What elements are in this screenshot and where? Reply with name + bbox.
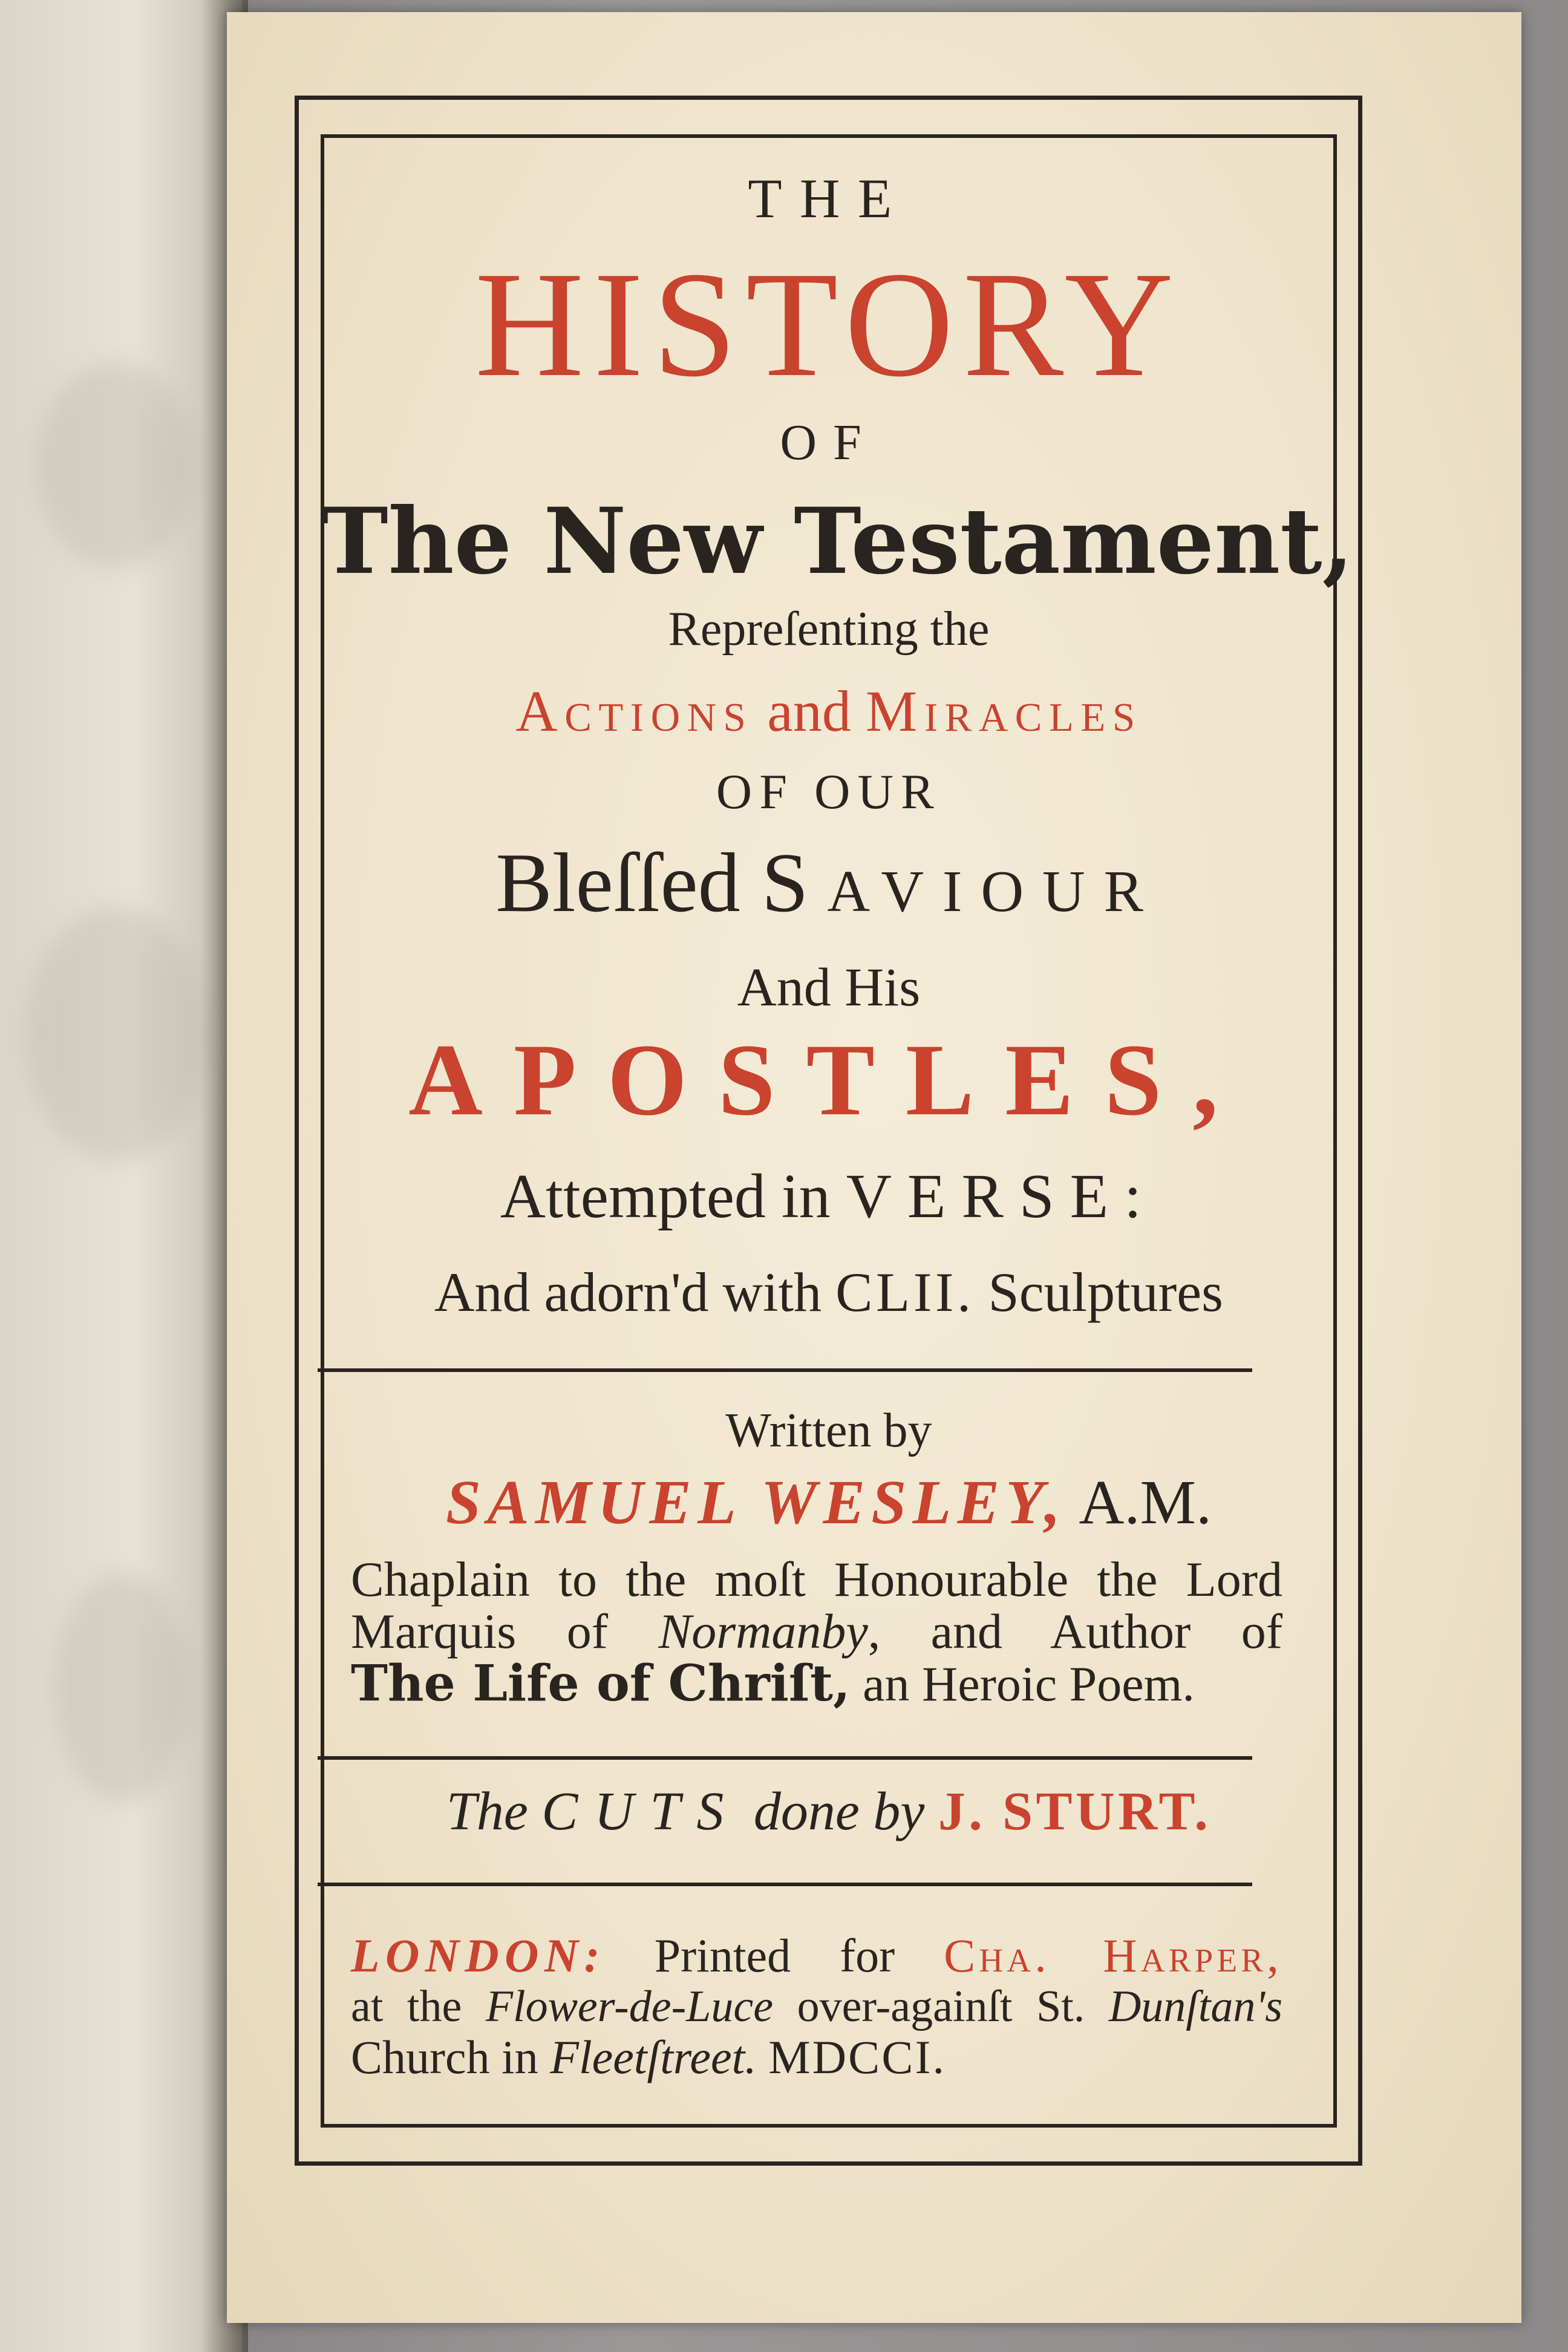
title-new-testament: The New Testament, [321, 488, 1354, 595]
leaf-stain [24, 907, 206, 1161]
written-by-line: Written by [725, 1404, 932, 1457]
imprint-line-3 [351, 2031, 1282, 2083]
divider-rule [318, 1756, 1252, 1760]
imprint-flower-de-luce: Flower-de-Luce [485, 1982, 774, 2031]
title-history: HISTORY [474, 241, 1183, 408]
cuts-the: The [446, 1782, 528, 1841]
clii-numeral: CLII. [835, 1261, 975, 1323]
attempted-text: Attempted in [500, 1161, 831, 1231]
divider-rule [318, 1368, 1252, 1372]
imprint-year: MDCCI. [768, 2031, 947, 2083]
of-our-line: OF OUR [716, 764, 942, 819]
heroic-poem-text: an Heroic Poem. [863, 1656, 1195, 1711]
representing-line: Repreſenting the [668, 603, 990, 656]
adorned-text: And adorn'd with [434, 1261, 822, 1323]
attempted-line [321, 1161, 1337, 1231]
cuts-done-by: done by [753, 1782, 925, 1841]
artist-name: J. STURT. [938, 1782, 1212, 1841]
blessed-saviour-line [321, 836, 1337, 930]
imprint-line-1 [351, 1930, 1282, 1982]
title-the: THE [748, 168, 910, 229]
verse-word: VERSE: [846, 1161, 1158, 1231]
and-word: and [767, 679, 851, 743]
chaplain-line-2 [351, 1606, 1282, 1658]
apostles-line: APOSTLES, [408, 1023, 1249, 1137]
cuts-line [321, 1782, 1337, 1841]
leaf-stain [36, 363, 194, 569]
marquis-text: Marquis of [351, 1604, 609, 1659]
and-his-line: And His [737, 958, 921, 1018]
imprint-printer: Cha. Harper, [944, 1929, 1283, 1982]
adorned-line [321, 1261, 1337, 1323]
title-of: OF [780, 414, 878, 471]
chaplain-line-3 [351, 1655, 1282, 1713]
author-name: SAMUEL WESLEY, [446, 1468, 1067, 1537]
leaf-stain [54, 1573, 188, 1803]
normanby-text: Normanby [658, 1604, 868, 1659]
imprint-london: LONDON: [351, 1929, 606, 1982]
actions-miracles-line [321, 679, 1337, 743]
life-of-christ-text: The Life of Chriſt, [351, 1655, 851, 1713]
author-of-text: , and Author of [867, 1604, 1283, 1659]
saviour-word: Saviour [761, 836, 1162, 930]
miracles-word: Miracles [865, 679, 1142, 743]
chaplain-line-1: Chaplain to the moſt Honourable the Lord [351, 1552, 1282, 1607]
sculptures-text: Sculptures [988, 1261, 1223, 1323]
imprint-over-against: over-againſt St. [797, 1982, 1085, 2031]
divider-rule [318, 1883, 1252, 1886]
cuts-word: CUTS [541, 1782, 740, 1841]
author-degree: A.M. [1079, 1468, 1212, 1537]
actions-word: Actions [515, 679, 753, 743]
imprint-at-the: at the [351, 1982, 462, 2031]
imprint-church-in: Church in [351, 2031, 538, 2083]
imprint-dunstans: Dunſtan's [1108, 1982, 1282, 2031]
imprint-line-2 [351, 1981, 1282, 2033]
author-line [321, 1468, 1337, 1537]
blessed-word: Bleſſed [495, 836, 740, 930]
imprint-printed-for: Printed for [654, 1929, 895, 1982]
imprint-fleetstreet: Fleetſtreet. [550, 2031, 757, 2083]
